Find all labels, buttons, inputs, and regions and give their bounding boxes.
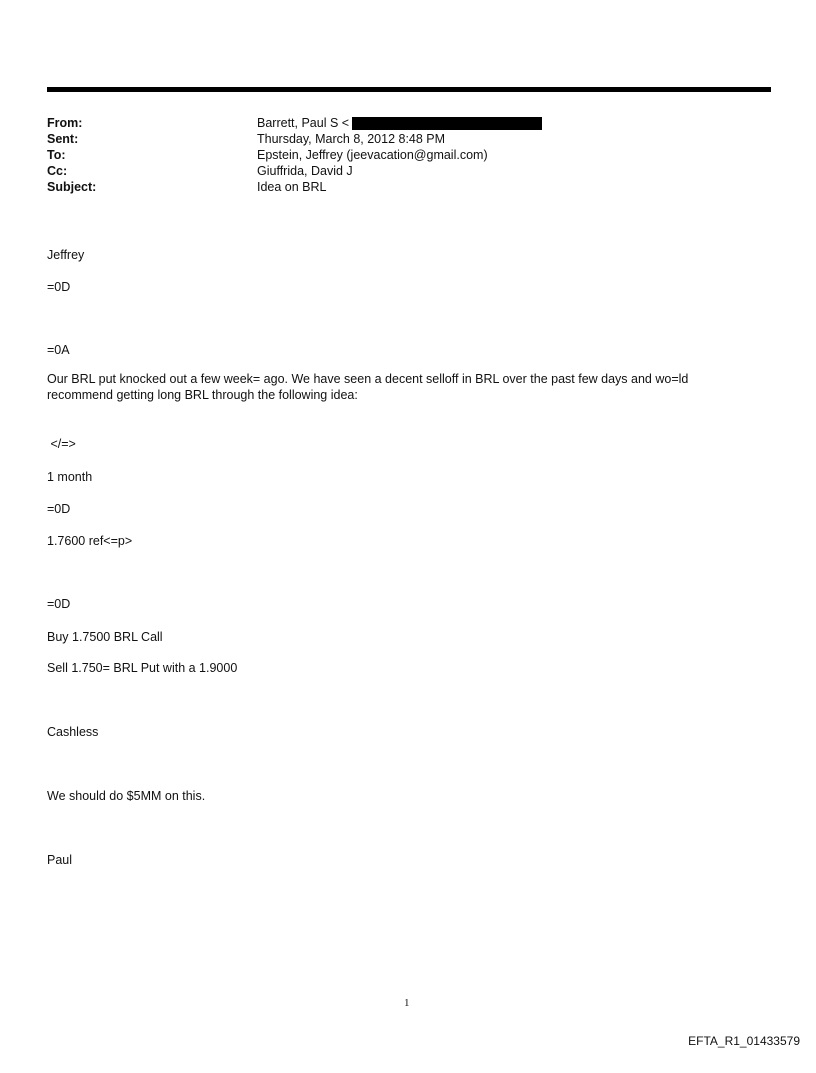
- subject-value: Idea on BRL: [257, 180, 327, 194]
- body-line: =0A: [47, 343, 70, 357]
- body-line: 1 month: [47, 470, 93, 484]
- body-line: recommend getting long BRL through the following idea:: [47, 388, 358, 402]
- body-line: Sell 1.750= BRL Put with a 1.9000: [47, 661, 238, 675]
- document-id: EFTA_R1_01433579: [688, 1034, 800, 1048]
- body-line: Cashless: [47, 725, 99, 739]
- from-label: From:: [47, 116, 83, 130]
- to-label: To:: [47, 148, 66, 162]
- subject-label: Subject:: [47, 180, 97, 194]
- page-number: 1: [404, 997, 410, 1009]
- header-rule: [47, 87, 771, 92]
- cc-label: Cc:: [47, 164, 68, 178]
- body-line: </=>: [47, 437, 76, 451]
- body-line: =0D: [47, 502, 71, 516]
- sent-label: Sent:: [47, 132, 79, 146]
- body-line: We should do $5MM on this.: [47, 789, 206, 803]
- body-line: 1.7600 ref<=p>: [47, 534, 133, 548]
- body-line: Jeffrey: [47, 248, 85, 262]
- cc-value: Giuffrida, David J: [257, 164, 353, 178]
- redaction-box: [352, 117, 542, 130]
- signature: Paul: [47, 853, 73, 867]
- sent-value: Thursday, March 8, 2012 8:48 PM: [257, 132, 446, 146]
- body-line: Buy 1.7500 BRL Call: [47, 630, 163, 644]
- body-line: =0D: [47, 597, 71, 611]
- to-value: Epstein, Jeffrey (jeevacation@gmail.com): [257, 148, 488, 162]
- body-line: Our BRL put knocked out a few week= ago. We have seen a decent selloff in BRL over the past few days and wo=ld: [47, 372, 689, 386]
- body-line: =0D: [47, 280, 71, 294]
- from-value: Barrett, Paul S <: [257, 116, 350, 130]
- from-row: [257, 115, 542, 131]
